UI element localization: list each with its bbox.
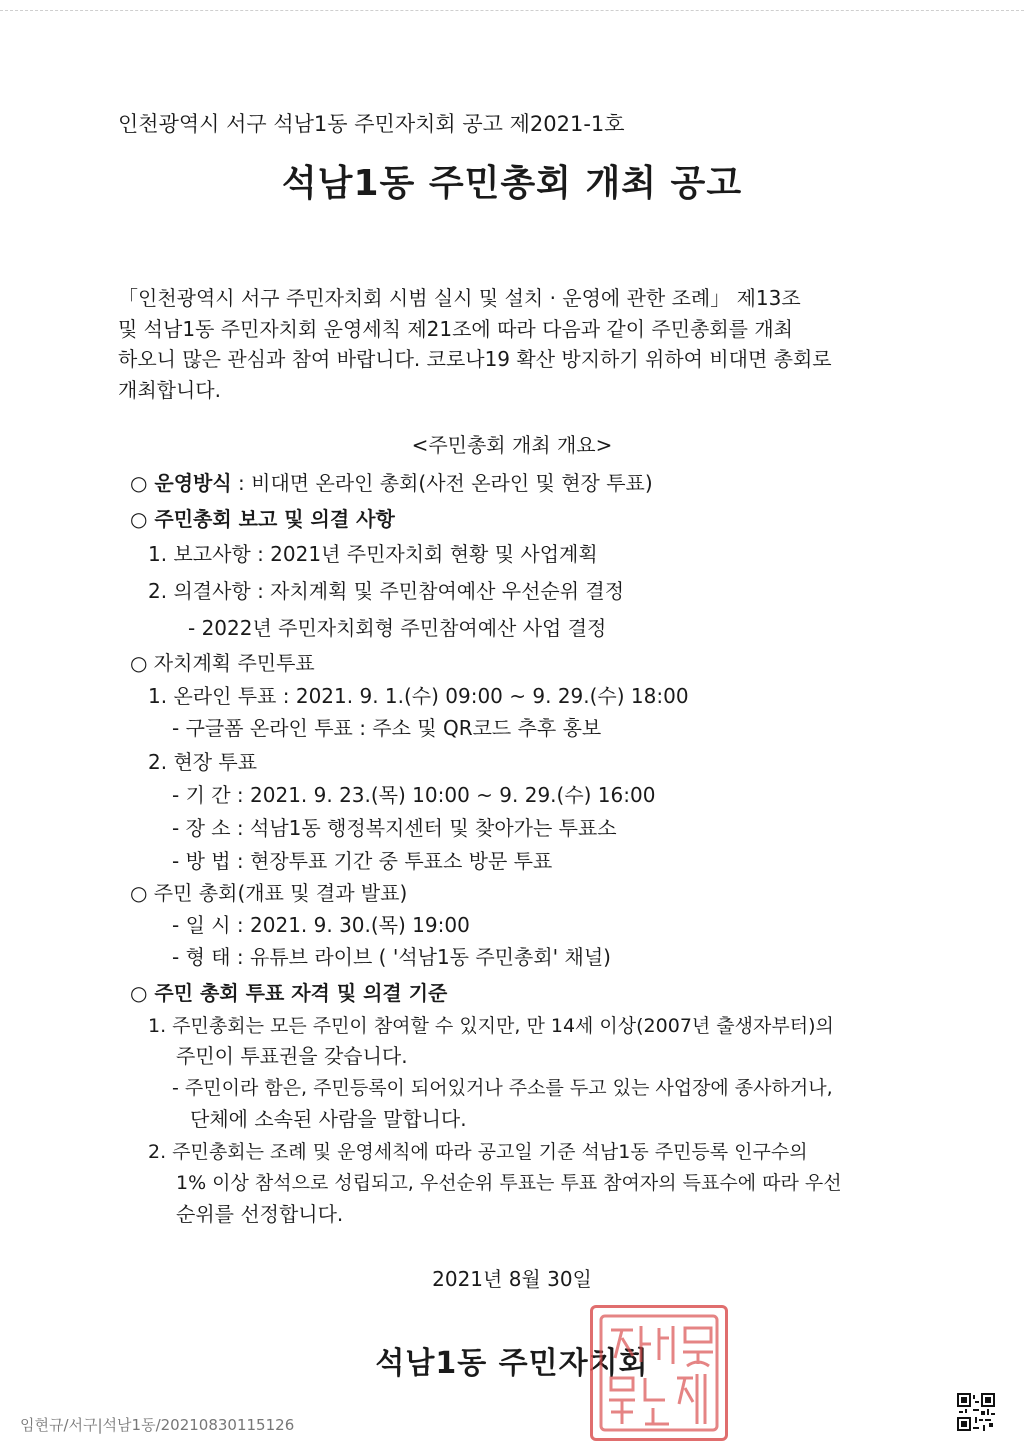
agenda-item-report: 1. 보고사항 : 2021년 주민자치회 현황 및 사업계획 [148, 542, 598, 566]
intro-line: 「인천광역시 서구 주민자치회 시범 실시 및 설치 · 운영에 관한 조례」 제13조 [118, 286, 801, 310]
intro-paragraph [118, 283, 918, 405]
assembly-datetime: - 일 시 : 2021. 9. 30.(목) 19:00 [172, 913, 470, 937]
organization-name: 석남1동 주민자치회 [375, 1346, 649, 1381]
criteria-item-1a: 1. 주민총회는 모든 주민이 참여할 수 있지만, 만 14세 이상(2007년 출생자부터)의 [148, 1015, 834, 1037]
intro-line: 하오니 많은 관심과 참여 바랍니다. 코로나19 확산 방지하기 위하여 비대면 총회로 [118, 347, 832, 371]
page-title: 석남1동 주민총회 개최 공고 [281, 163, 743, 204]
criteria-item-2c: 순위를 선정합니다. [176, 1202, 344, 1226]
intro-line: 개최합니다. [118, 377, 221, 402]
onsite-place: - 장 소 : 석남1동 행정복지센터 및 찾아가는 투표소 [172, 816, 617, 840]
intro-line: 및 석남1동 주민자치회 운영세칙 제21조에 따라 다음과 같이 주민총회를 개최 [118, 316, 793, 341]
agenda-heading: ○ 주민총회 보고 및 의결 사항 [130, 507, 395, 531]
criteria-heading: ○ 주민 총회 투표 자격 및 의결 기준 [130, 981, 448, 1005]
seal-graphic [593, 1308, 725, 1438]
online-vote: 1. 온라인 투표 : 2021. 9. 1.(수) 09:00 ~ 9. 29.(수) 18:00 [148, 684, 689, 708]
qr-code-icon [957, 1393, 995, 1431]
notice-number: 인천광역시 서구 석남1동 주민자치회 공고 제2021-1호 [118, 112, 625, 136]
document-id-stamp: 임현규/서구|석남1동/20210830115126 [20, 1416, 295, 1434]
online-vote-sub: - 구글폼 온라인 투표 : 주소 및 QR코드 추후 홍보 [172, 716, 602, 740]
assembly-heading: ○ 주민 총회(개표 및 결과 발표) [130, 881, 408, 905]
criteria-item-1b: 주민이 투표권을 갖습니다. [176, 1044, 408, 1068]
method-label: ○ 운영방식 [130, 471, 232, 495]
criteria-item-2a: 2. 주민총회는 조례 및 운영세칙에 따라 공고일 기준 석남1동 주민등록 인구수의 [148, 1141, 808, 1163]
criteria-sub-1a: - 주민이라 함은, 주민등록이 되어있거나 주소를 두고 있는 사업장에 종사하거나, [172, 1077, 833, 1099]
overview-heading: <주민총회 개최 개요> [411, 433, 613, 457]
onsite-period: - 기 간 : 2021. 9. 23.(목) 10:00 ~ 9. 29.(수) 16:00 [172, 783, 656, 807]
scan-edge-line [0, 10, 1024, 12]
method-value: : 비대면 온라인 총회(사전 온라인 및 현장 투표) [231, 471, 653, 495]
official-seal-stamp [590, 1305, 728, 1441]
vote-heading: ○ 자치계획 주민투표 [130, 651, 315, 675]
criteria-sub-1b: 단체에 소속된 사람을 말합니다. [190, 1107, 467, 1131]
notice-date: 2021년 8월 30일 [432, 1267, 592, 1291]
criteria-item-2b: 1% 이상 참석으로 성립되고, 우선순위 투표는 투표 참여자의 득표수에 따라 우선 [176, 1172, 842, 1194]
agenda-decision-sub: - 2022년 주민자치회형 주민참여예산 사업 결정 [188, 616, 607, 640]
method-item [130, 471, 653, 495]
qr-graphic [957, 1393, 995, 1431]
assembly-format: - 형 태 : 유튜브 라이브 ( '석남1동 주민총회' 채널) [172, 945, 611, 969]
onsite-vote: 2. 현장 투표 [148, 750, 258, 774]
agenda-item-decision: 2. 의결사항 : 자치계획 및 주민참여예산 우선순위 결정 [148, 579, 625, 603]
onsite-method: - 방 법 : 현장투표 기간 중 투표소 방문 투표 [172, 849, 553, 873]
